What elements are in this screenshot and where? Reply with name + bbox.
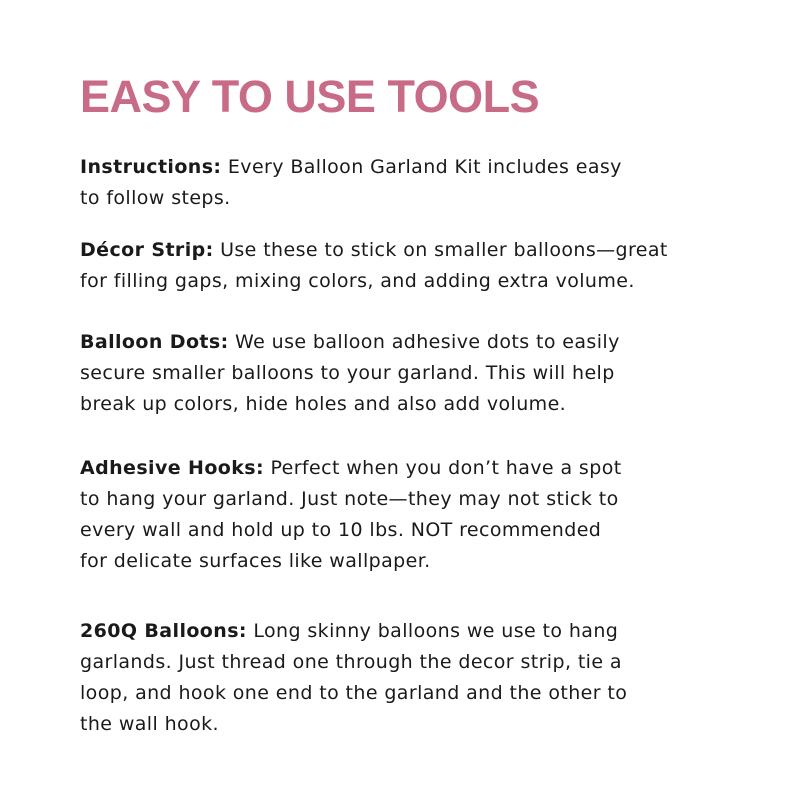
decor-strip-item (80, 235, 770, 297)
260q-balloons-text-line-2: garlands. Just thread one through the decor strip, tie a (80, 651, 622, 673)
balloon-dots-text-line-3: break up colors, hide holes and also add volume. (80, 393, 567, 415)
instructions-item (80, 152, 720, 214)
balloon-dots-text-line-1: We use balloon adhesive dots to easily (235, 331, 620, 353)
260q-balloons-text-line-3: loop, and hook one end to the garland and the other to (80, 682, 628, 704)
adhesive-hooks-text-line-2: to hang your garland. Just note—they may not stick to (80, 488, 619, 510)
instructions-text-line-2: to follow steps. (80, 187, 231, 209)
instructions-text-line-1: Every Balloon Garland Kit includes easy (227, 156, 622, 178)
instructions-label: Instructions: (80, 156, 222, 178)
260q-balloons-text-line-4: the wall hook. (80, 713, 219, 735)
page-title: EASY TO USE TOOLS (80, 71, 540, 122)
adhesive-hooks-label: Adhesive Hooks: (80, 457, 264, 479)
adhesive-hooks-text-line-4: for delicate surfaces like wallpaper. (80, 550, 431, 572)
balloon-dots-text-line-2: secure smaller balloons to your garland. This will help (80, 362, 615, 384)
decor-strip-text-line-1: Use these to stick on smaller balloons—great (220, 239, 668, 261)
260q-balloons-label: 260Q Balloons: (80, 620, 247, 642)
adhesive-hooks-item (80, 453, 720, 577)
decor-strip-label: Décor Strip: (80, 239, 214, 261)
adhesive-hooks-text-line-3: every wall and hold up to 10 lbs. NOT recommended (80, 519, 602, 541)
adhesive-hooks-text-line-1: Perfect when you don’t have a spot (270, 457, 622, 479)
decor-strip-text-line-2: for filling gaps, mixing colors, and adding extra volume. (80, 270, 635, 292)
260q-balloons-item (80, 616, 740, 740)
260q-balloons-text-line-1: Long skinny balloons we use to hang (253, 620, 619, 642)
balloon-dots-label: Balloon Dots: (80, 331, 229, 353)
balloon-dots-item (80, 327, 720, 420)
